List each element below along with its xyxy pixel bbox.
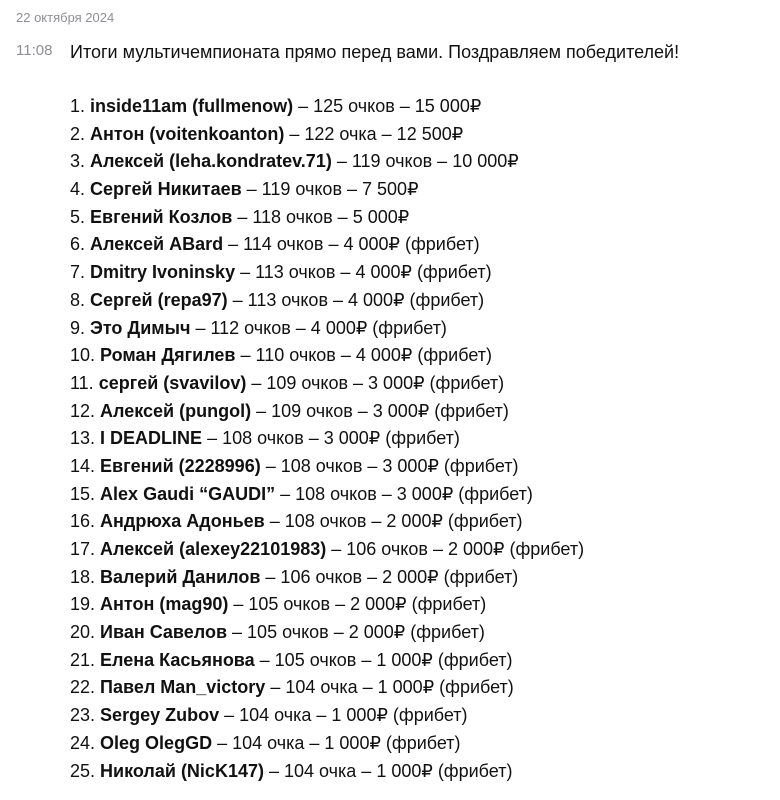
result-row	[70, 370, 770, 398]
result-row	[70, 619, 770, 647]
result-row	[70, 231, 770, 259]
result-rank: 9.	[70, 317, 86, 338]
result-participant-name: Евгений (2228996)	[100, 455, 261, 476]
result-rank: 10.	[70, 345, 96, 366]
result-score-prize: – 119 очков – 7 500₽	[241, 179, 419, 200]
result-row	[70, 398, 770, 426]
result-participant-name: Евгений Козлов	[90, 206, 233, 227]
result-score-prize: – 108 очков – 3 000₽ (фрибет)	[202, 428, 460, 449]
result-score-prize: – 112 очков – 4 000₽ (фрибет)	[190, 317, 447, 338]
result-participant-name: Павел Man_victory	[100, 677, 266, 698]
message-intro: Итоги мультичемпионата прямо перед вами. Поздравляем победителей!	[70, 42, 680, 62]
result-row	[70, 453, 770, 481]
result-rank: 22.	[70, 677, 96, 698]
result-participant-name: Валерий Данилов	[100, 566, 261, 587]
result-participant-name: Алексей (alexey22101983)	[100, 539, 327, 559]
result-row	[70, 204, 770, 232]
message-time: 11:08	[16, 42, 53, 59]
result-rank: 23.	[70, 705, 96, 726]
result-score-prize: – 119 очков – 10 000₽	[331, 151, 519, 172]
result-score-prize: – 113 очков – 4 000₽ (фрибет)	[227, 289, 485, 310]
result-score-prize: – 108 очков – 2 000₽ (фрибет)	[264, 511, 523, 532]
result-score-prize: – 118 очков – 5 000₽	[232, 206, 410, 227]
result-score-prize: – 113 очков – 4 000₽ (фрибет)	[235, 262, 492, 283]
result-participant-name: Dmitry Ivoninsky	[90, 262, 236, 283]
result-row	[70, 508, 770, 536]
result-participant-name: сергей (svavilov)	[98, 372, 247, 393]
result-participant-name: Андрюха Адоньев	[100, 511, 265, 532]
result-participant-name: Сергей (repa97)	[90, 289, 228, 310]
result-participant-name: Елена Касьянова	[100, 649, 255, 670]
result-row	[70, 259, 770, 287]
result-score-prize: – 104 очка – 1 000₽ (фрибет)	[263, 760, 513, 781]
result-score-prize: – 109 очков – 3 000₽ (фрибет)	[246, 372, 505, 393]
result-rank: 19.	[70, 594, 96, 615]
results-list	[70, 93, 770, 785]
result-rank: 5.	[70, 206, 86, 227]
result-rank: 16.	[70, 511, 96, 532]
result-participant-name: Alex Gaudi “GAUDI”	[100, 483, 276, 504]
result-score-prize: – 106 очков – 2 000₽ (фрибет)	[326, 539, 585, 559]
result-participant-name: Oleg OlegGD	[100, 732, 213, 753]
message-body[interactable]	[70, 40, 770, 785]
result-score-prize: – 125 очков – 15 000₽	[293, 96, 482, 116]
result-participant-name: Антон (mag90)	[100, 594, 229, 615]
result-rank: 1.	[70, 96, 86, 116]
result-score-prize: – 105 очков – 2 000₽ (фрибет)	[227, 622, 485, 643]
result-rank: 18.	[70, 566, 96, 587]
result-rank: 25.	[70, 760, 96, 781]
result-score-prize: – 104 очка – 1 000₽ (фрибет)	[265, 677, 514, 698]
result-rank: 3.	[70, 151, 86, 172]
result-participant-name: Иван Савелов	[100, 622, 228, 643]
result-rank: 11.	[70, 372, 94, 393]
result-rank: 8.	[70, 289, 86, 310]
result-rank: 13.	[70, 428, 96, 449]
result-rank: 24.	[70, 732, 96, 753]
result-row	[70, 758, 770, 786]
result-rank: 7.	[70, 262, 86, 283]
result-rank: 17.	[70, 539, 96, 559]
result-row	[70, 674, 770, 702]
result-rank: 21.	[70, 649, 96, 670]
result-rank: 4.	[70, 179, 86, 200]
result-row	[70, 481, 770, 509]
result-participant-name: Алексей (leha.kondratev.71)	[90, 151, 332, 172]
result-participant-name: Алексей (pungol)	[100, 400, 252, 421]
result-row	[70, 176, 770, 204]
result-score-prize: – 104 очка – 1 000₽ (фрибет)	[212, 732, 461, 753]
result-row	[70, 315, 770, 343]
result-row	[70, 148, 770, 176]
result-score-prize: – 122 очка – 12 500₽	[284, 123, 464, 144]
result-participant-name: Это Димыч	[90, 317, 191, 338]
result-score-prize: – 109 очков – 3 000₽ (фрибет)	[251, 400, 509, 421]
result-participant-name: Антон (voitenkoanton)	[90, 123, 285, 144]
result-participant-name: I DEADLINE	[100, 428, 203, 449]
result-row	[70, 342, 770, 370]
result-participant-name: Алексей ABard	[90, 234, 224, 255]
result-rank: 20.	[70, 622, 96, 643]
result-score-prize: – 105 очков – 2 000₽ (фрибет)	[228, 594, 487, 615]
result-score-prize: – 106 очков – 2 000₽ (фрибет)	[260, 566, 519, 587]
result-row	[70, 121, 770, 149]
result-rank: 15.	[70, 483, 96, 504]
result-row	[70, 425, 770, 453]
result-row	[70, 702, 770, 730]
result-participant-name: Роман Дягилев	[100, 345, 236, 366]
result-rank: 2.	[70, 123, 86, 144]
result-score-prize: – 104 очка – 1 000₽ (фрибет)	[219, 705, 468, 726]
result-row	[70, 591, 770, 619]
result-rank: 14.	[70, 455, 96, 476]
result-score-prize: – 108 очков – 3 000₽ (фрибет)	[275, 483, 533, 504]
result-participant-name: Николай (NicK147)	[100, 760, 264, 781]
result-rank: 12.	[70, 400, 96, 421]
result-participant-name: Сергей Никитаев	[90, 179, 242, 200]
result-participant-name: inside11am (fullmenow)	[90, 96, 294, 116]
result-row	[70, 536, 770, 564]
result-row	[70, 730, 770, 758]
result-row	[70, 93, 770, 121]
result-participant-name: Sergey Zubov	[100, 705, 220, 726]
result-score-prize: – 114 очков – 4 000₽ (фрибет)	[223, 234, 480, 255]
result-score-prize: – 108 очков – 3 000₽ (фрибет)	[260, 455, 519, 476]
date-separator: 22 октября 2024	[16, 10, 115, 25]
result-score-prize: – 105 очков – 1 000₽ (фрибет)	[254, 649, 513, 670]
result-score-prize: – 110 очков – 4 000₽ (фрибет)	[235, 345, 492, 366]
result-row	[70, 287, 770, 315]
result-row	[70, 647, 770, 675]
result-rank: 6.	[70, 234, 86, 255]
result-row	[70, 564, 770, 592]
